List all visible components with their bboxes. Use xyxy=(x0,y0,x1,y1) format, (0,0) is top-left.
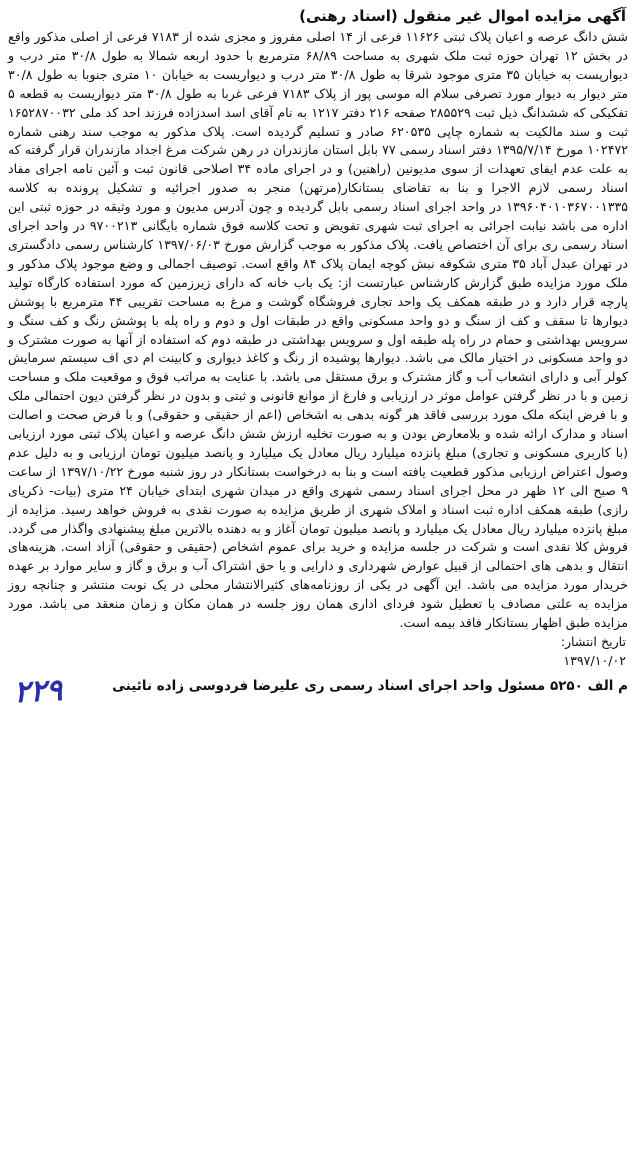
publish-date: ۱۳۹۷/۱۰/۰۲ xyxy=(563,652,626,668)
footer-code: م الف ۵۲۵۰ xyxy=(549,677,628,694)
footer-signature: مسئول واحد اجرای اسناد رسمی ری علیرضا فردوسی زاده نائینی xyxy=(112,677,546,694)
notice-body: شش دانگ عرصه و اعیان پلاک ثبتی ۱۱۶۲۶ فرعی از ۱۴ اصلی مفروز و مجزی شده از ۷۱۸۳ فرعی از اصلی مذکور واقع در بخش ۱۲ تهران حوزه ثبت ملک شهری به مساحت ۶۸/۸۹ مترمربع با حدود اربعه شمالا به طول ۳۰/۸ متر درب و دیوارپست به خیابان ۳۵ متری موجود شرقا به طول ۳۰/۸ متر درب و دیواریست به خیابان ۱۰ متری جنوبا به طول ۳۰/۸ متر دیوار به دیوار مورد تصرفی سلام اله موسی پور از پلاک ۷۱۸۳ فرعی غربا به طول ۳۰/۸ متر دیواریست به قطعه ۵ تفکیکی که ششدانگ ذیل ثبت ۲۸۵۵۲۹ صفحه ۲۱۶ دفتر ۱۲۱۷ به نام آقای اسد اسدزاده فرزند احد کد ملی ۱۶۵۲۸۷۰۰۳۲ ثبت و سند مالکیت به شماره چاپی ۶۲۰۵۳۵ صادر و تسلیم گردیده است. پلاک مذکور به موجب سند رهنی شماره ۱۰۲۴۷۲ مورخ ۱۳۹۵/۷/۱۴ دفتر اسناد رسمی ۷۷ بابل استان مازندران در رهن شرکت مرغ اجداد مازندران قرار گرفته که به علت عدم ایفای تعهدات از سوی مدیونین (راهنین) و در اجرای ماده ۳۴ اصلاحی قانون ثبت و آئین نامه اجرای مفاد اسناد رسمی لازم الاجرا و بنا به تقاضای بستانکار(مرتهن) منجر به صدور اجرائیه و تشکیل پرونده به کلاسه ۱۳۹۶۰۴۰۱۰۳۶۷۰۰۱۳۳۵ در واحد اجرای اسناد رسمی بابل گردیده و چون آدرس مدیون و مورد وثیقه در حوزه ثبتی این اداره می باشد نیابت اجرائی به اجرای ثبت شهری تفویض و تحت کلاسه فوق شماره بایگانی ۹۷۰۰۲۱۳ در واحد اجرای اسناد رسمی ری برای آن اختصاص یافت. پلاک مذکور به موجب گزارش مورخ ۱۳۹۷/۰۶/۰۳ کارشناس رسمی دادگستری در تهران عبدل آباد ۳۵ متری شکوفه نبش کوچه ایمان پلاک ۸۴ واقع است. توصیف اجمالی و وضع موجود پلاک مذکور و ملک مورد مزایده طبق گزارش کارشناس عبارتست از: یک باب خانه که دارای زیرزمین که مورد استفاده کارگاه تولید پارچه قرار دارد و در طبقه همکف یک واحد تجاری فروشگاه گوشت و مرغ به مساحت تقریبی ۴۴ مترمربع با پوشش دیوارها تا سقف و کف از سنگ و دو واحد مسکونی واقع در طبقات اول و دوم و راه پله با پوشش رنگ و کف سنگ و سرویس بهداشتی و حمام در راه پله طبقه اول و سرویس بهداشتی در طبقه دوم که استفاده از آنها به صورت مشترک و دو واحد مسکونی در اختیار مالک می باشد. دیوارها پوشیده از رنگ و کاغذ دیواری و کابینت ام دی اف سیستم سرمایش کولر آبی و دارای انشعاب آب و گاز مشترک و برق مستقل می باشد. با عنایت به مراتب فوق و موقعیت ملک و مساحت زمین و با در نظر گرفتن عوامل موثر در ارزیابی و فارغ از موانع قانونی و ثبتی و بدون در نظر گرفتن دیون احتمالی ملک و با فرض اینکه ملک مورد بررسی فاقد هر گونه بدهی به اشخاص (اعم از حقیقی و حقوقی) و با فرض صحت و اصالت اسناد و مدارک ارائه شده و بلامعارض بودن و به صورت تخلیه ارزش شش دانگ عرصه و اعیان پلاک ثبتی مورد ارزیابی (با کاربری مسکونی و تجاری) مبلغ پانزده میلیارد ریال معادل یک میلیارد و پانصد میلیون تومان ارزیابی و به دلیل عدم وصول اعتراض ارزیابی مذکور قطعیت یافته است و بنا به درخواست بستانکار در روز شنبه مورخ ۱۳۹۷/۱۰/۲۲ از ساعت ۹ صبح الی ۱۲ ظهر در محل اجرای اسناد رسمی شهری واقع در میدان شهری ابتدای خیابان ۲۴ متری (بیات- ذکریای رازی) طبقه همکف اداره ثبت اسناد و املاک شهری از طریق مزایده به صورت نقدی به فروش خواهد رسید. مزایده از مبلغ پانزده میلیارد ریال معادل یک میلیارد و پانصد میلیون تومان آغاز و به دهنده بالاترین مبلغ پیشنهادی واگذار می گردد. فروش کلا نقدی است و شرکت در جلسه مزایده و خرید برای عموم اشخاص (حقیقی و حقوقی) آزاد است. هزینه‌های انتقال و بدهی های احتمالی از قبیل عوارض شهرداری و دارایی و یا حق اشتراک آب و برق و گاز و سایر موارد بر عهده خریدار مورد مزایده می باشد. این آگهی در یکی از روزنامه‌های کثیرالانتشار محلی در یک نوبت منتشر و چنانچه روز مزایده به علتی مصادف با تعطیل شود فردای اداری همان روز جلسه در همان مکان و زمان منعقد می باشد. مورد مزایده طبق اظهار بستانکار فاقد بیمه است. xyxy=(8,29,629,631)
publish-date-line xyxy=(10,633,626,671)
notice-title: آگهی مزایده اموال غیر منقول (اسناد رهنی) xyxy=(299,7,626,25)
publish-date-label: تاریخ انتشار: xyxy=(560,634,626,649)
legal-notice xyxy=(6,6,630,1153)
notice-footer xyxy=(6,672,630,711)
handwritten-number: ۲۲۹ xyxy=(13,672,64,711)
